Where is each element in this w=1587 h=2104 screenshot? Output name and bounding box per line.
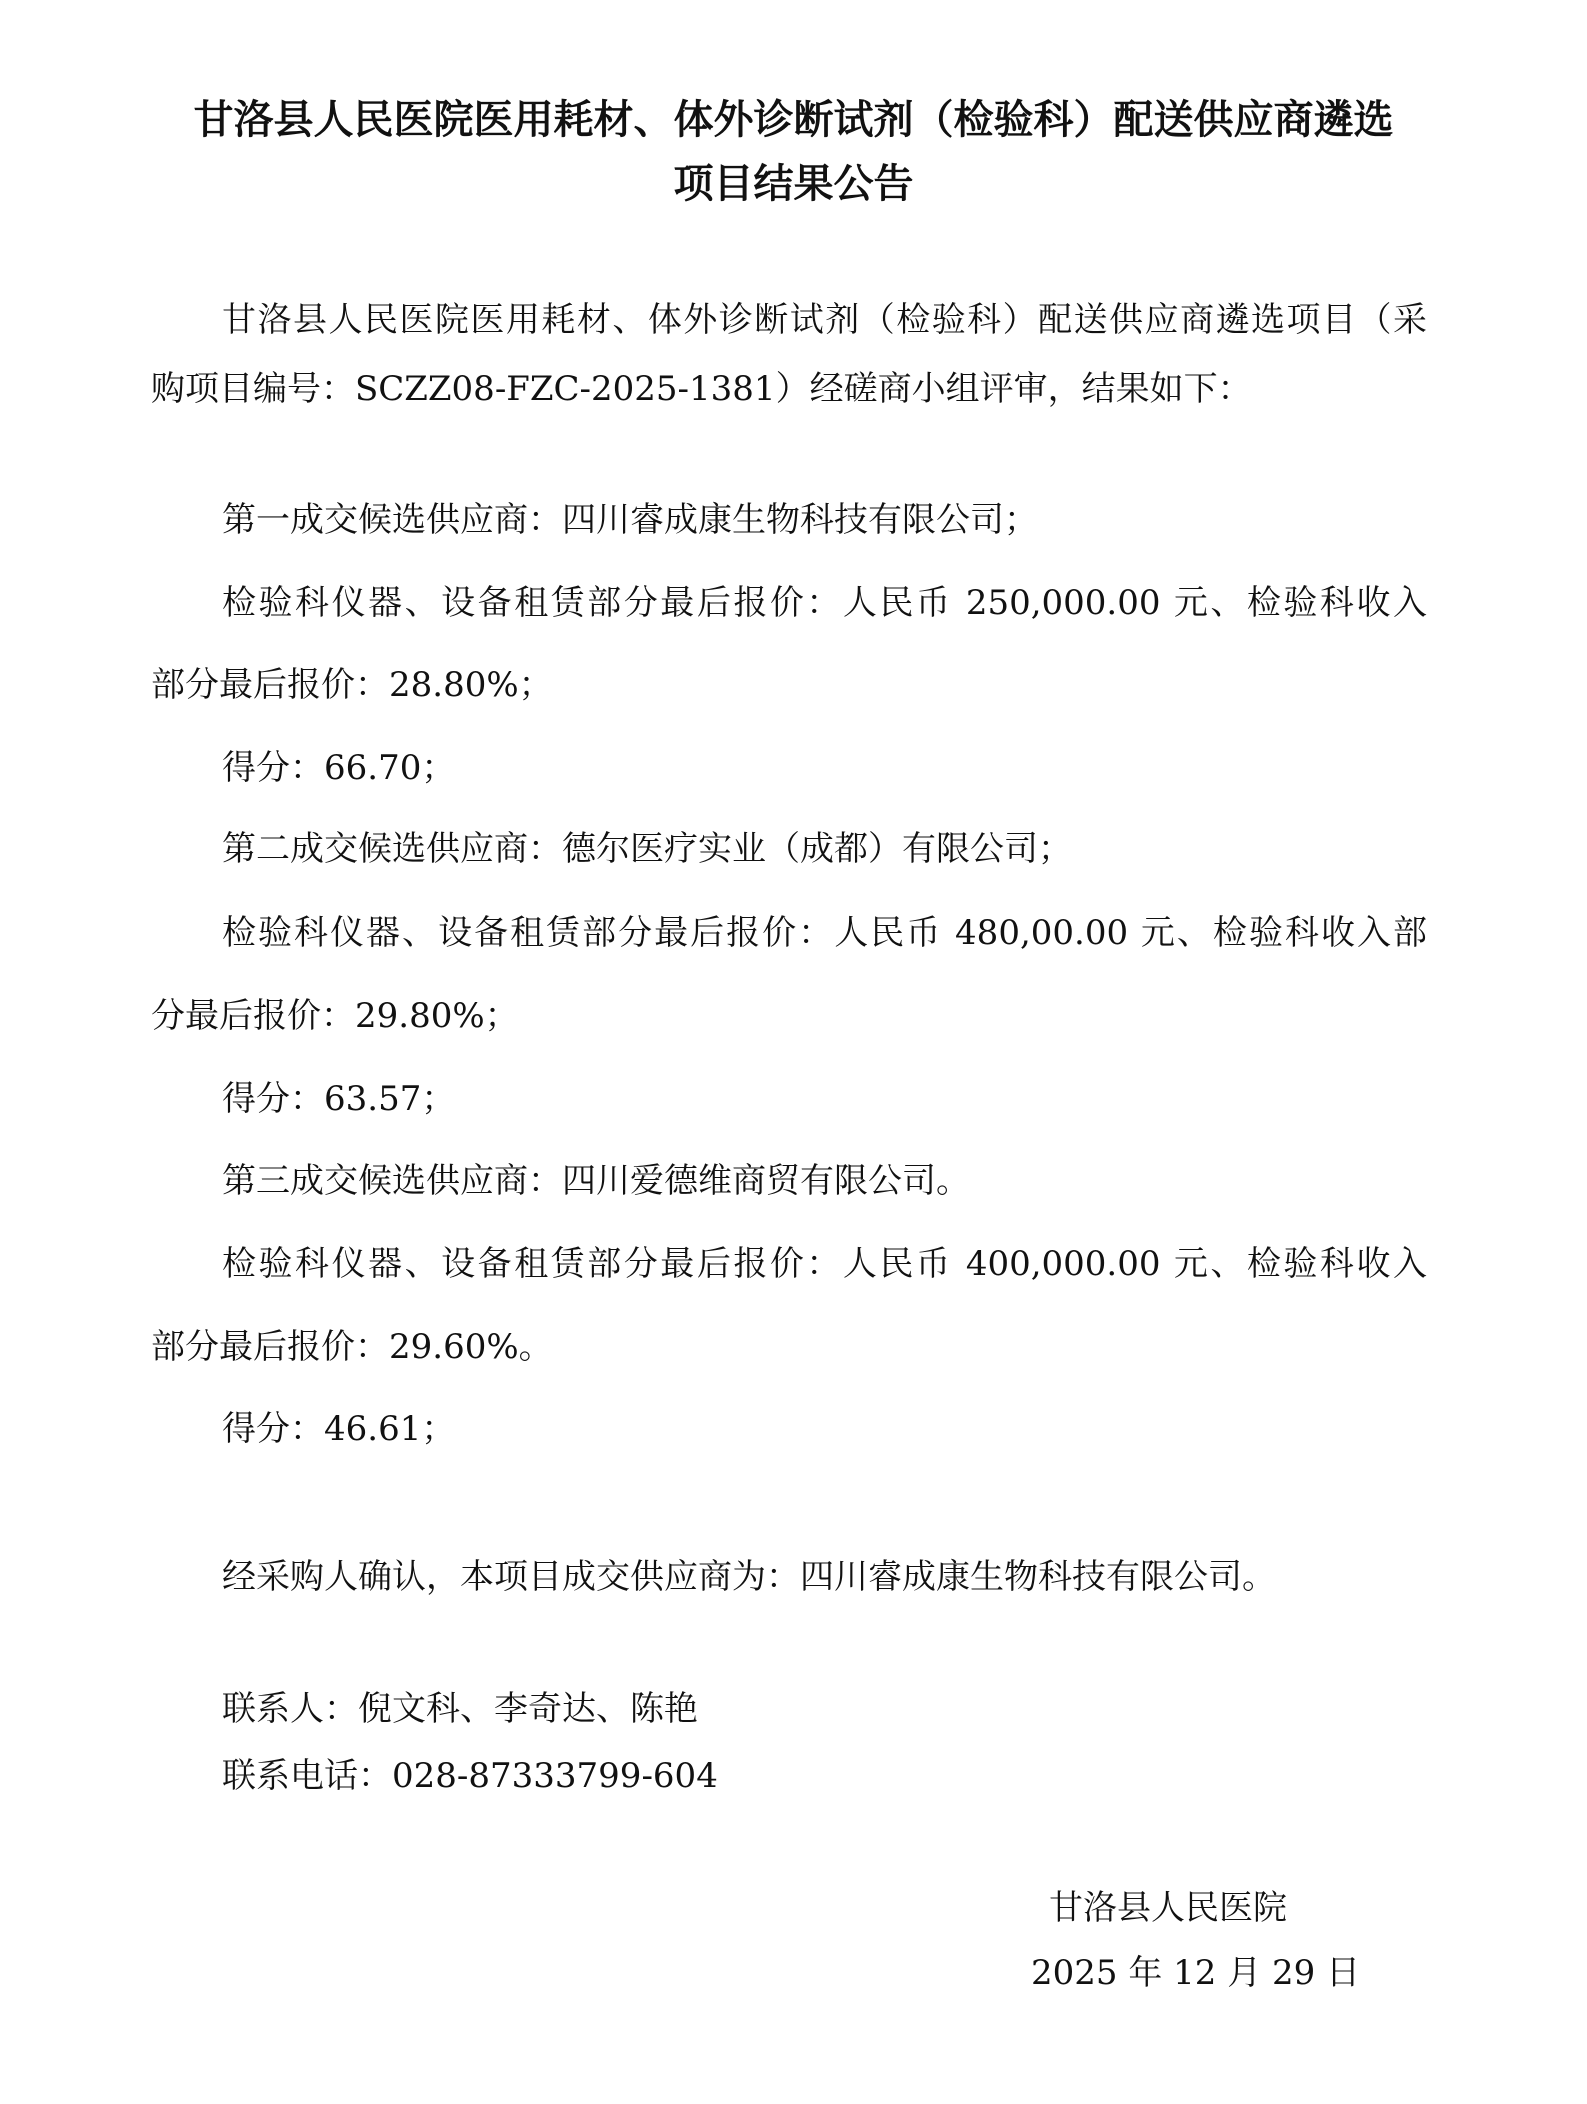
candidate-name: 第一成交候选供应商：四川睿成康生物科技有限公司； [222, 500, 1038, 540]
candidate-price-line-1: 检验科仪器、设备租赁部分最后报价：人民币 250,000.00 元、检验科收入 [222, 583, 1427, 623]
candidate-name: 第三成交候选供应商：四川爱德维商贸有限公司。 [222, 1161, 970, 1201]
candidate-score: 得分：66.70； [222, 748, 456, 788]
intro-line-2: 购项目编号：SCZZ08-FZC-2025-1381）经磋商小组评审，结果如下： [151, 369, 1252, 409]
confirmation-text: 经采购人确认，本项目成交供应商为：四川睿成康生物科技有限公司。 [222, 1557, 1276, 1597]
signature-date: 2025 年 12 月 29 日 [1031, 1953, 1361, 1993]
candidate-score: 得分：63.57； [222, 1079, 456, 1119]
candidate-price-line-2: 部分最后报价：29.60%。 [151, 1327, 553, 1367]
signature-org: 甘洛县人民医院 [1049, 1888, 1287, 1928]
candidate-price-line-1: 检验科仪器、设备租赁部分最后报价：人民币 400,000.00 元、检验科收入 [222, 1244, 1427, 1284]
candidate-name: 第二成交候选供应商：德尔医疗实业（成都）有限公司； [222, 829, 1072, 869]
intro-line-1: 甘洛县人民医院医用耗材、体外诊断试剂（检验科）配送供应商遴选项目（采 [222, 300, 1427, 340]
candidate-price-line-2: 部分最后报价：28.80%； [151, 665, 553, 705]
title-line-2: 项目结果公告 [673, 160, 914, 207]
contact-phone: 联系电话：028-87333799-604 [222, 1756, 718, 1796]
title-line-1: 甘洛县人民医院医用耗材、体外诊断试剂（检验科）配送供应商遴选 [193, 96, 1394, 143]
candidate-score: 得分：46.61； [222, 1409, 456, 1449]
contact-persons: 联系人：倪文科、李奇达、陈艳 [222, 1689, 698, 1729]
candidate-price-line-2: 分最后报价：29.80%； [151, 996, 519, 1036]
candidate-price-line-1: 检验科仪器、设备租赁部分最后报价：人民币 480,00.00 元、检验科收入部 [222, 913, 1427, 953]
